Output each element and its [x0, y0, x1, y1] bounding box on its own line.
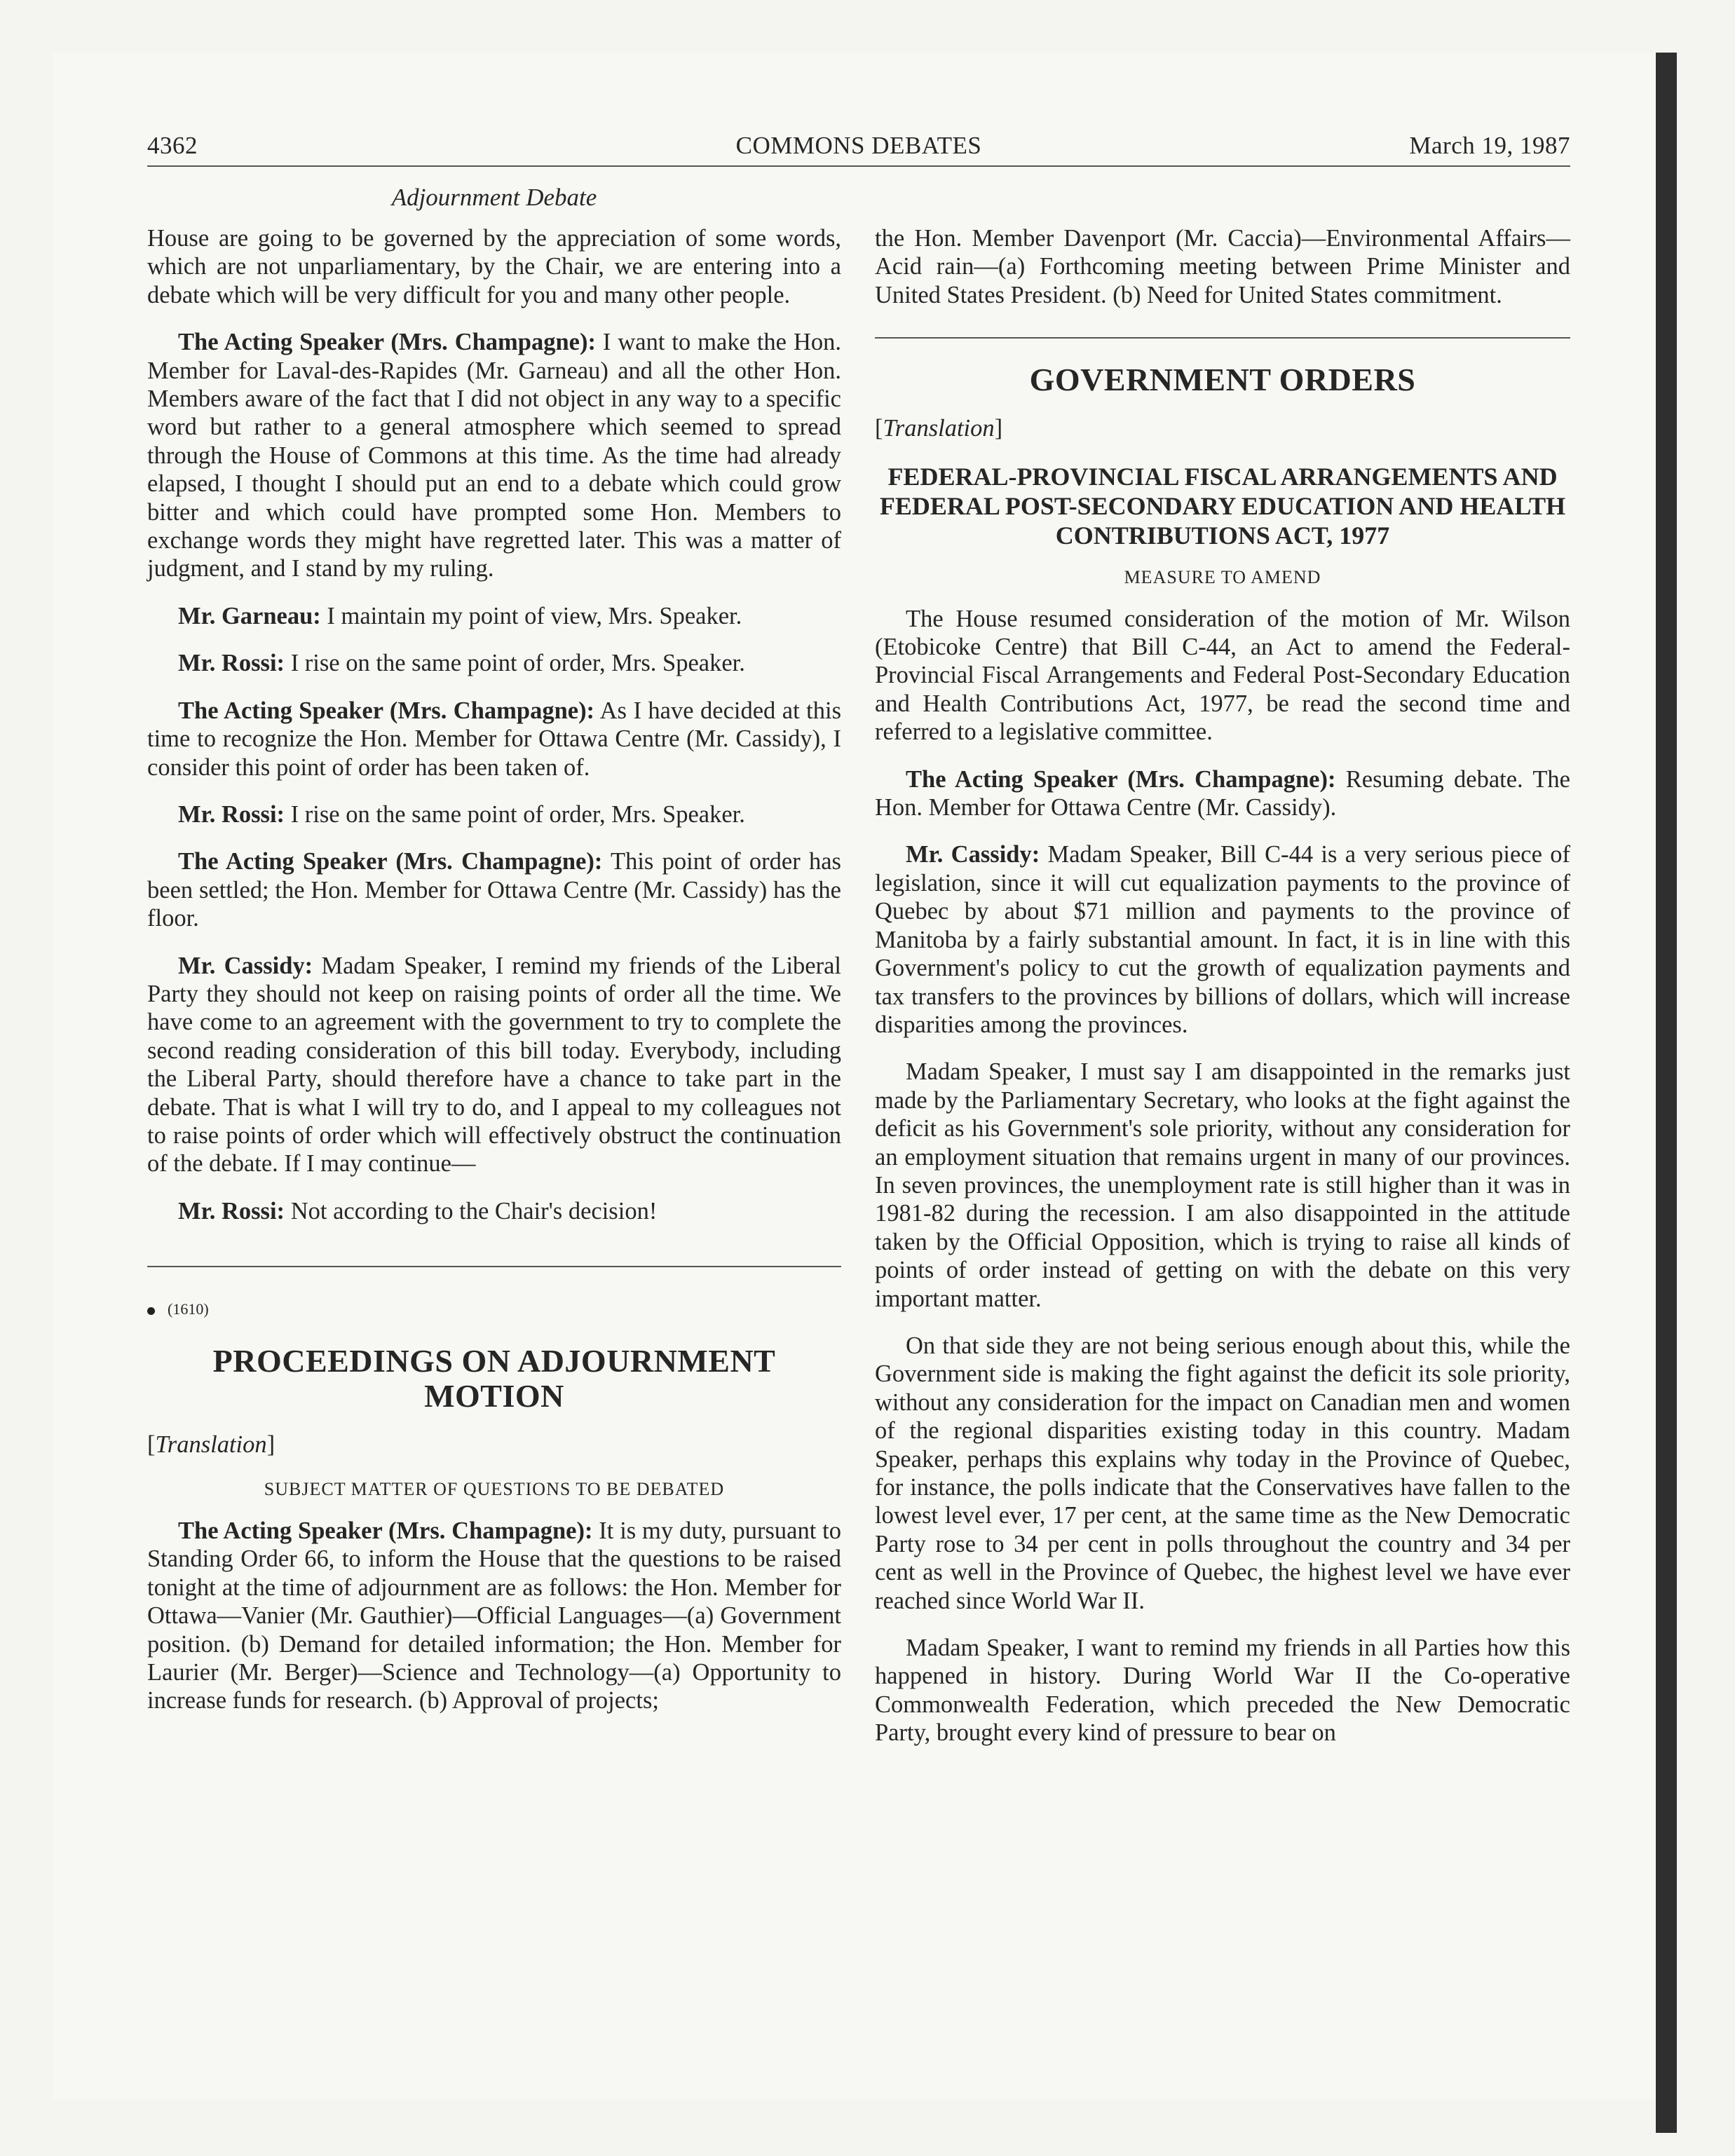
speech-text: Not according to the Chair's decision! [285, 1197, 658, 1224]
time-marker [147, 1295, 841, 1323]
paragraph [147, 1197, 841, 1225]
paragraph [147, 1517, 841, 1715]
translation-text: Translation [883, 415, 995, 442]
speaker-name: The Acting Speaker (Mrs. Champagne): [178, 1517, 593, 1544]
paragraph [875, 840, 1570, 1039]
speech-text: It is my duty, pursuant to Standing Order 66, to inform the House that the questions to be raised tonight at the time of adjournment are as follows: the Hon. Member for Ottawa—Vanier (Mr. Gauthier)—Official Languages—(a) Government position. (b) Demand for detailed information; the Hon. Member for Laurier (Mr. Berger)—Science and Technology—(a) Opportunity to increase funds for research. (b) Approval of projects; [147, 1517, 841, 1714]
paragraph [147, 649, 841, 677]
header-rule [147, 165, 1570, 167]
speaker-name: The Acting Speaker (Mrs. Champagne): [178, 848, 603, 875]
paragraph: Madam Speaker, I want to remind my friends in all Parties how this happened in history. During World War II the Co-operative Commonwealth Federation, which preceded the New Democratic Party, brought every kind of pressure to bear on [875, 1635, 1570, 1747]
time-marker-text: (1610) [168, 1300, 209, 1318]
paragraph [147, 952, 841, 1178]
speaker-name: Mr. Rossi: [178, 800, 285, 828]
page-number: 4362 [147, 132, 198, 159]
speech-text: I want to make the Hon. Member for Laval-des-Rapides (Mr. Garneau) and all the other Hon. Members aware of the fact that I did not object in any way to a specific word but rather to a general atmosphere which seemed to spread through the House of Commons at this time. As the time had already elapsed, I thought I should put an end to a debate which could grow bitter and which could have prompted some Hon. Members to exchange words they might have regretted later. This was a matter of judgment, and I stand by my ruling. [147, 329, 841, 582]
paragraph [147, 328, 841, 583]
publication-title: COMMONS DEBATES [735, 132, 982, 159]
speech-text: This point of order has been settled; the Hon. Member for Ottawa Centre (Mr. Cassidy) has the floor. [147, 848, 841, 932]
speaker-name: Mr. Cassidy: [178, 952, 313, 979]
speaker-name: Mr. Rossi: [178, 1197, 285, 1224]
paragraph: The House resumed consideration of the motion of Mr. Wilson (Etobicoke Centre) that Bill C-44, an Act to amend the Federal-Provincial Fiscal Arrangements and Federal Post-Secondary Education and Health Contributions Act, 1977, be read the second time and referred to a legislative committee. [875, 605, 1570, 746]
section-heading: GOVERNMENT ORDERS [1029, 362, 1416, 398]
measure-heading: MEASURE TO AMEND [1124, 566, 1321, 587]
section-rule [875, 337, 1570, 339]
paragraph [875, 765, 1570, 822]
speech-text: I rise on the same point of order, Mrs. Speaker. [285, 650, 745, 677]
speech-text: I maintain my point of view, Mrs. Speaker. [320, 602, 742, 629]
paragraph: the Hon. Member Davenport (Mr. Caccia)—Environmental Affairs—Acid rain—(a) Forthcoming meeting between Prime Minister and United States President. (b) Need for United States commitment. [875, 225, 1570, 308]
speaker-name: Mr. Garneau: [178, 602, 321, 629]
speaker-name: Mr. Rossi: [178, 650, 285, 677]
section-heading: PROCEEDINGS ON ADJOURNMENT MOTION [212, 1342, 776, 1414]
speech-text: Resuming debate. The Hon. Member for Ottawa Centre (Mr. Cassidy). [875, 765, 1570, 821]
paragraph: Madam Speaker, I must say I am disappointed in the remarks just made by the Parliamentary Secretary, who looks at the fight against the deficit as his Government's sole priority, without any consideration for an employment situation that remains urgent in many of our provinces. In seven provinces, the unemployment rate is still higher than it was in 1981-82 during the recession. I am also disappointed in the attitude taken by the Official Opposition, which is trying to raise all kinds of points of order instead of getting on with the debate on this very important matter. [875, 1058, 1570, 1312]
translation-label: [Translation] [147, 1431, 275, 1458]
paragraph [147, 697, 841, 782]
paragraph [147, 602, 841, 630]
subject-heading: SUBJECT MATTER OF QUESTIONS TO BE DEBATED [264, 1479, 725, 1499]
running-subheader: Adjournment Debate [391, 184, 597, 211]
speech-text: Madam Speaker, I remind my friends of the Liberal Party they should not keep on raising points of order all the time. We have come to an agreement with the government to try to complete the second reading consideration of this bill today. Everybody, including the Liberal Party, should therefore have a chance to take part in the debate. That is what I will try to do, and I appeal to my colleagues not to raise points of order which will effectively obstruct the continuation of the debate. If I may continue— [147, 952, 841, 1178]
speaker-name: Mr. Cassidy: [906, 841, 1040, 868]
bill-title: FEDERAL-PROVINCIAL FISCAL ARRANGEMENTS AND FEDERAL POST-SECONDARY EDUCATION AND HEALTH CONTRIBUTIONS ACT, 1977 [879, 462, 1566, 550]
speech-text: Madam Speaker, Bill C-44 is a very serious piece of legislation, since it will cut equalization payments to the province of Quebec by about $71 million and payments to the province of Manitoba by a fairly substantial amount. In fact, it is in line with this Government's policy to cut the growth of equalization payments and tax transfers to the provinces by billions of dollars, which will increase disparities among the provinces. [875, 841, 1570, 1038]
speaker-name: The Acting Speaker (Mrs. Champagne): [906, 765, 1336, 793]
paragraph: House are going to be governed by the appreciation of some words, which are not unparliamentary, by the Chair, we are entering into a debate which will be very difficult for you and many other people. [147, 225, 841, 308]
speaker-name: The Acting Speaker (Mrs. Champagne): [178, 697, 595, 724]
speech-text: I rise on the same point of order, Mrs. Speaker. [285, 800, 745, 828]
page-header [147, 132, 1570, 168]
scan-edge [1656, 53, 1677, 2133]
section-rule [147, 1266, 841, 1267]
page-date: March 19, 1987 [1409, 132, 1570, 159]
paragraph [147, 800, 841, 828]
paragraph [147, 847, 841, 932]
left-column [147, 224, 841, 1734]
translation-label: [Translation] [875, 415, 1003, 442]
speaker-name: The Acting Speaker (Mrs. Champagne): [178, 329, 596, 356]
right-column [875, 224, 1570, 1766]
bullet-icon [147, 1307, 155, 1315]
speech-text: As I have decided at this time to recognize the Hon. Member for Ottawa Centre (Mr. Cassidy), I consider this point of order has been taken of. [147, 697, 841, 781]
paragraph: On that side they are not being serious enough about this, while the Government side is making the fight against the deficit its sole priority, without any consideration for the impact on Canadian men and women of the regional disparities existing today in this country. Madam Speaker, perhaps this explains why today in the Province of Quebec, for instance, the polls indicate that the Conservatives have fallen to the lowest level ever, 17 per cent, at the same time as the New Democratic Party rose to 34 per cent in polls throughout the country and 34 per cent as well in the Province of Quebec, the highest level we have ever reached since World War II. [875, 1332, 1570, 1614]
translation-text: Translation [155, 1431, 267, 1458]
